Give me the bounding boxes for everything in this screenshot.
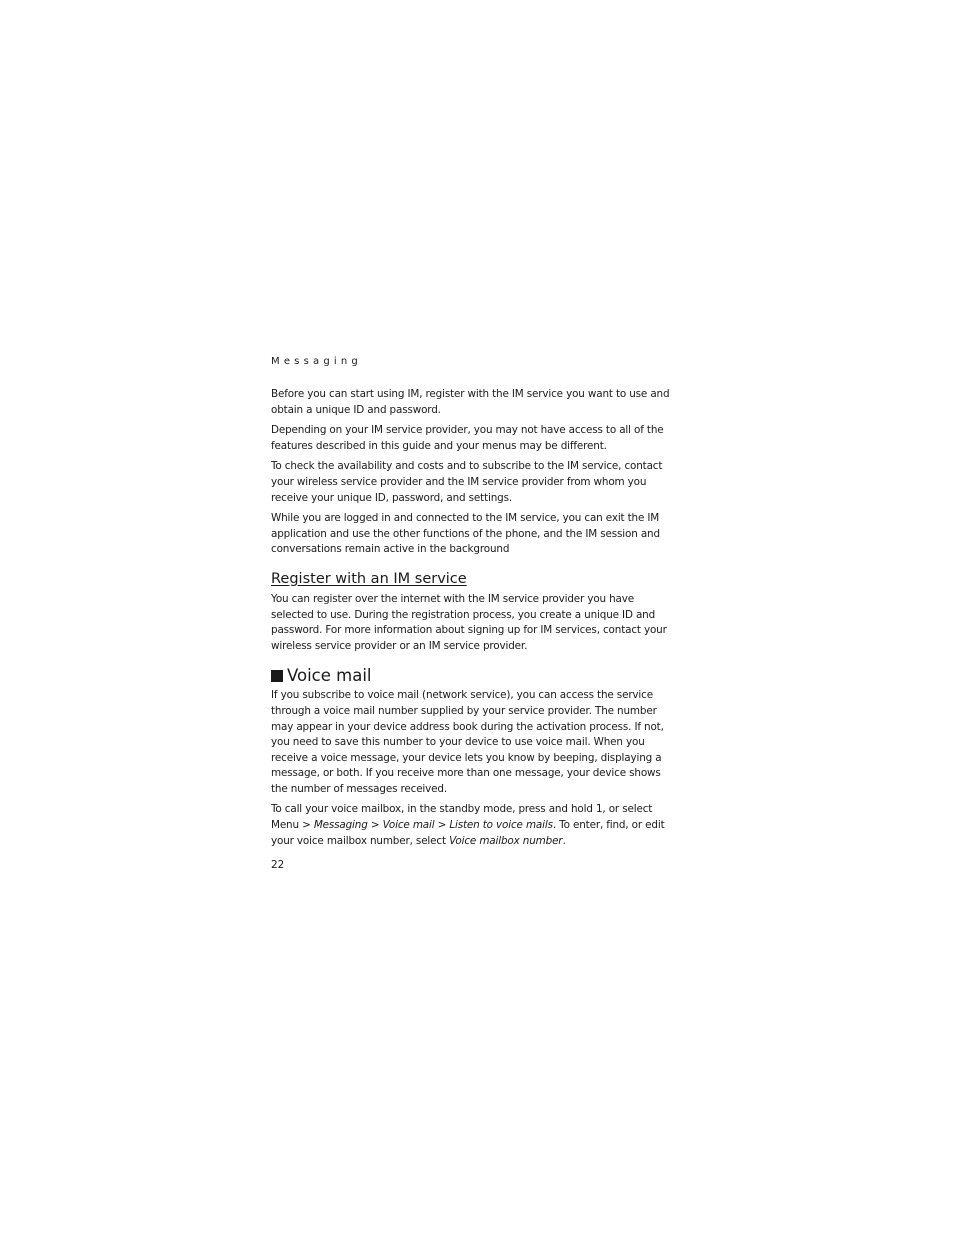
voice-mail-heading-row (271, 666, 671, 686)
intro-paragraph-2: Depending on your IM service provider, you may not have access to all of the features described in this guide and your menus may be different. (271, 424, 664, 452)
voice-mail-heading: Voice mail (287, 666, 372, 686)
voice-mail-paragraph-1: If you subscribe to voice mail (network service), you can access the service through a voice mail number supplied by your service provider. The number may appear in your device address book during the activation process. If not, you need to save this number to your device to use voice mail. When you receive a voice message, your device lets you know by beeping, displaying a message, or both. If you receive more than one message, your device shows the number of messages received. (271, 689, 664, 795)
intro-paragraph-1: Before you can start using IM, register with the IM service you want to use and obtain a unique ID and password. (271, 388, 670, 416)
menu-term: Menu (271, 819, 299, 832)
text-run: To call your voice mailbox, in the standby mode, press and hold (271, 803, 596, 816)
text-run: . (562, 834, 566, 847)
intro-paragraph-4: While you are logged in and connected to the IM service, you can exit the IM application and use the other functions of the phone, and the IM session and conversations remain active in the background (271, 512, 660, 556)
running-head: Messaging (271, 356, 362, 367)
separator: > (434, 819, 450, 832)
square-bullet-icon (271, 670, 283, 682)
listen-term: Listen to voice mails (449, 819, 553, 832)
separator: > (298, 819, 314, 832)
mailbox-number-term: Voice mailbox number (449, 834, 563, 847)
register-heading: Register with an IM service (271, 570, 467, 587)
text-run: . To enter, find, or edit your voice mailbox number, select (271, 819, 665, 847)
separator: > (367, 819, 383, 832)
register-paragraph: You can register over the internet with the IM service provider you have selected to use. During the registration process, you create a unique ID and password. For more information about signing up for IM services, contact your wireless service provider or an IM service provider. (271, 592, 667, 652)
voice-mail-paragraph-2 (271, 802, 671, 849)
page-content (271, 355, 671, 854)
key-label: 1 (595, 803, 603, 816)
voice-mail-term: Voice mail (382, 819, 435, 832)
intro-paragraph-3: To check the availability and costs and to subscribe to the IM service, contact your wireless service provider and the IM service provider from whom you receive your unique ID, password, and settings. (271, 460, 663, 504)
text-run: , or select (602, 803, 653, 816)
page-number: 22 (271, 859, 285, 871)
messaging-term: Messaging (313, 819, 368, 832)
